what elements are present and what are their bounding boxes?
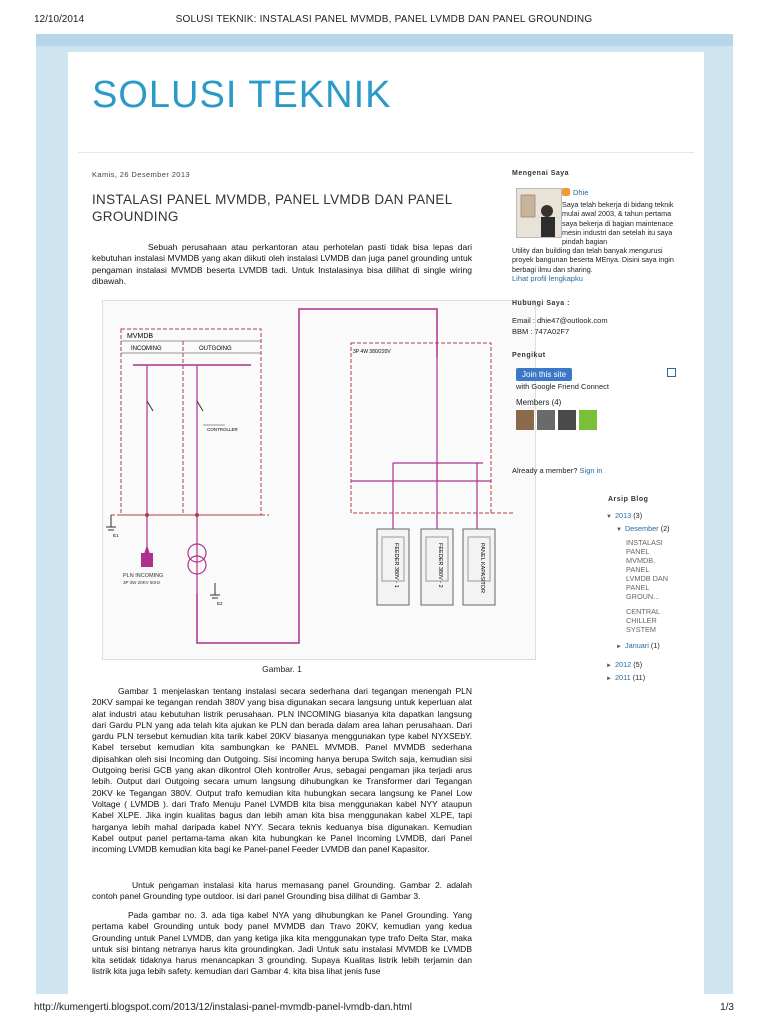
join-site-button[interactable]: Join this site <box>516 368 572 381</box>
archive-heading: Arsip Blog <box>608 496 649 503</box>
collapse-arrow-icon[interactable]: ▼ <box>606 514 612 520</box>
feeder-panel-2 <box>421 529 453 605</box>
join-sub-label: with Google Friend Connect <box>516 382 609 391</box>
post-paragraph-4: Pada gambar no. 3. ada tiga kabel NYA yang dihubungkan ke Panel Grounding. Yang pertama kabel Grounding untuk body panel MVMDB dan Travo 20KV, kemudian yang kedua Grounding untuk Panel LVMDB, dan yang ketiga jika kita menggunakan type trafo Delta Star, maka untuk sisi bintang netranya harus kita groundingkan. Jadi Untuk satu instalasi MVMDB ke LVMDB kita setidak tidaknya harus menancapkan 3 grounding. Supaya Kualitas listrik lebih terjamin dan listrik kita juga lebih safety. kemudian dari Gambar 4. kita bisa lihat jenis fuse <box>92 910 472 977</box>
lv-bus-label: 3P 4W 380/220V <box>353 349 391 355</box>
about-heading: Mengenai Saya <box>512 170 570 177</box>
sign-in-link[interactable]: Sign in <box>579 466 603 475</box>
already-member-text: Already a member? <box>512 466 578 475</box>
single-line-diagram[interactable] <box>102 300 536 660</box>
join-site-button-wrap[interactable] <box>516 368 572 381</box>
post-paragraph-1: Sebuah perusahaan atau perkantoran atau perhotelan pasti tidak bisa lepas dari kebutuhan instalasi MVMDB yang akan diikuti oleh instalasi LVMDB dan juga panel grounding untuk pengaman instalasi MVMDB beserta LVMDB tadi. Untuk Instalasinya bisa dilihat di single wiring dibawah. <box>92 242 472 286</box>
figure-caption: Gambar. 1 <box>262 664 302 674</box>
post-title[interactable]: INSTALASI PANEL MVMDB, PANEL LVMDB DAN PANEL GROUNDING <box>92 192 453 224</box>
archive-item-2012[interactable]: ► 2012 (5) <box>606 660 643 669</box>
header-divider <box>78 152 694 153</box>
print-page-number: 1/3 <box>720 1002 734 1013</box>
archive-item-2013[interactable]: ▼ 2013 (3) <box>606 511 643 520</box>
profile-name: Dhie <box>573 188 589 197</box>
contact-heading: Hubungi Saya : <box>512 300 570 307</box>
mvmdb-box <box>121 329 261 515</box>
profile-photo[interactable] <box>516 188 562 238</box>
blog-title[interactable]: SOLUSI TEKNIK <box>92 74 392 116</box>
pln-incoming-label: PLN INCOMING <box>123 573 164 579</box>
pln-incoming-sub: 3P 3W 20KV 50Hz <box>123 580 161 585</box>
print-header <box>0 0 768 28</box>
feeder-1-label: FEEDER 380V - 1 <box>393 543 399 588</box>
controller-label: CONTROLLER <box>207 427 238 432</box>
expand-arrow-icon[interactable]: ► <box>616 644 622 650</box>
mvmdb-label: MVMDB <box>127 333 154 340</box>
feeder-panel-1 <box>377 529 409 605</box>
blog-content <box>68 52 704 994</box>
member-avatar[interactable] <box>579 410 597 430</box>
expand-arrow-icon[interactable]: ► <box>606 663 612 669</box>
profile-link[interactable]: Lihat profil lengkapku <box>512 274 583 283</box>
member-avatar[interactable] <box>516 410 534 430</box>
outgoing-label: OUTGOING <box>199 346 232 352</box>
e1-label: E1 <box>113 533 119 538</box>
ground-symbol-e2 <box>210 583 223 606</box>
incoming-label: INCOMING <box>131 346 162 352</box>
archive-post-instalasi[interactable]: INSTALASI PANEL MVMDB, PANEL LVMDB DAN PANEL GROUN... <box>626 538 669 601</box>
print-url[interactable]: http://kumengerti.blogspot.com/2013/12/instalasi-panel-mvmdb-panel-lvmdb-dan.html <box>34 1002 412 1013</box>
archive-item-januari[interactable]: ► Januari (1) <box>616 641 660 650</box>
archive-item-2011[interactable]: ► 2011 (11) <box>606 673 646 682</box>
post-paragraph-2: Gambar 1 menjelaskan tentang instalasi secara sederhana dari tegangan menengah PLN 20KV sampai ke tegangan rendah 380V yang bisa digunakan secara langsung untuk keperluan alat alat industri atau kebutuhan listrik perusahaan. PLN INCOMING biasanya kita dapatkan langsung dari Gardu PLN yang ada telah kita ajukan ke PLN dan berada dalam area lahan perusahaan. Dari gardu PLN tersebut kemudian kita tarik kabel 20KV biasanya menggunakan type kabel NYXSEbY. Kabel tersebut kemudian kita sambungkan ke PANEL MVMDB. Panel MVMDB sederhana dipisahkan oleh sisi Incoming dan Outgoing. Sisi incoming hanya berupa Switch saja, kemudian sisi Outgoing berisi GCB yang akan dikontrol Oleh kontroller Arus, sebagai pengaman jika terjadi arus lebih. Output dari Outgoing secara umum langsung dihubungkan ke Transformer dari Tegangan 20KV ke Tegangan 380V. Output trafo kemudian kita hubungkan secara langsung ke Panel Low Voltage ( LVMDB ). dari Trafo Menuju Panel LVMDB kita bisa menggunakan kabel NYY ataupun Kabel XLPE. Jika ingin kualitas bagus dan lebih aman kita bisa menggunakan kabel XLPE, tapi harganya lebih mahal daripada kabel NYY. Secara teknis keduanya bisa digunakan. Kemudian Kabel output panel pertama-tama akan kita hubungkan ke Panel Incoming LVMDB, dari Panel incoming LVMDB kemudian kita bagi ke Panel-panel Feeder LVMDB dan panel Kapasitor. <box>92 686 472 855</box>
members-label: Members (4) <box>516 398 562 407</box>
member-avatar[interactable] <box>558 410 576 430</box>
blogger-icon <box>562 188 570 196</box>
expand-arrow-icon[interactable]: ► <box>606 676 612 682</box>
sidebar <box>512 170 674 682</box>
archive-post-chiller[interactable]: CENTRAL CHILLER SYSTEM <box>626 607 660 634</box>
contact-email: Email : dhie47@outlook.com <box>512 316 608 325</box>
kapasitor-label: PANEL KAPASITOR <box>479 543 485 593</box>
post <box>92 170 528 977</box>
print-footer <box>0 996 768 1024</box>
archive-list <box>606 510 674 685</box>
profile-description: Saya telah bekerja di bidang teknik mulai awal 2003, & tahun pertama saya bekerja di bagian maintenace mesin industri dan setelah itu saya pindah bagian <box>562 200 674 247</box>
members-avatars <box>516 410 600 432</box>
diagram-svg <box>103 301 535 659</box>
archive-item-desember[interactable]: ▼ Desember (2) <box>616 524 670 533</box>
print-title: SOLUSI TEKNIK: INSTALASI PANEL MVMDB, PANEL LVMDB DAN PANEL GROUNDING <box>175 14 593 25</box>
post-paragraph-3: Untuk pengaman instalasi kita harus memasang panel Grounding. Gambar 2. adalah contoh panel Grounding type outdoor. isi dari panel Grounding bisa dilihat di Gambar 3. <box>92 880 472 902</box>
post-date: Kamis, 26 Desember 2013 <box>92 170 190 179</box>
print-date: 12/10/2014 <box>34 14 85 25</box>
collapse-arrow-icon[interactable]: ▼ <box>616 527 622 533</box>
feeder-2-label: FEEDER 380V - 2 <box>437 543 443 588</box>
profile-description-2: Utility dan building dan telah banyak mengurusi proyek bangunan beserta MEnya. Disini saya ingin berbagi ilmu dan sharing. <box>512 246 674 274</box>
expand-icon[interactable] <box>667 368 676 377</box>
already-member <box>512 466 602 475</box>
member-avatar[interactable] <box>537 410 555 430</box>
followers-heading: Pengikut <box>512 352 546 359</box>
e2-label: E2 <box>217 601 223 606</box>
kapasitor-panel <box>463 529 495 605</box>
ground-symbol-e1 <box>106 515 119 538</box>
contact-bbm: BBM : 747A02F7 <box>512 327 570 336</box>
profile-name-link[interactable] <box>562 188 588 197</box>
lvmdb-box <box>351 343 491 513</box>
